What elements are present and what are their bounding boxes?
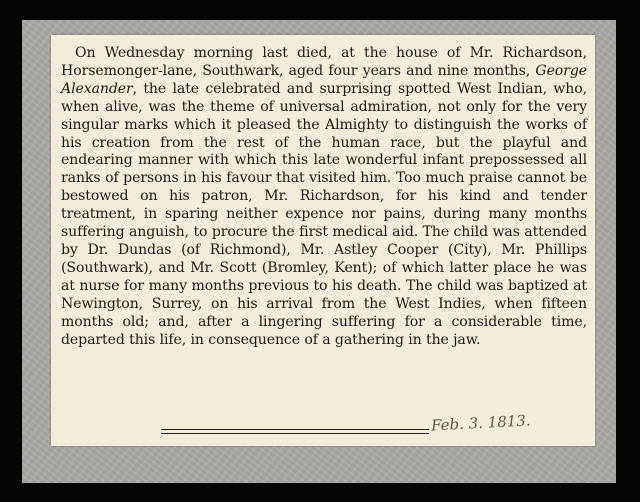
article-body: , the late celebrated and surprising spotted West Indian, who, when alive, was the theme of universal admiration, not only for the very singular marks which it pleased the Almighty to distinguish the works of his creation from the rest of the human race, but the playful and endearing manner with which this late wonderful infant prepossessed all ranks of persons in his favour that visited him. Too much praise cannot be bestowed on his patron, Mr. Richardson, for his kind and tender treatment, in sparing neither expence nor pains, during many months suffering anguish, to procure the first medical aid. The child was attended by Dr. Dundas (of Richmond), Mr. Astley Cooper (City), Mr. Phillips (Southwark), and Mr. Scott (Bromley, Kent); of which latter place he was at nurse for many months previous to his death. The child was baptized at Newington, Surrey, on his arrival from the West Indies, when fifteen months old; and, after a lingering suffering for a considerable time, departed this life, in consequence of a gathering in the jaw. (61, 80, 587, 348)
newspaper-clipping (51, 35, 595, 446)
double-rule-divider (161, 429, 429, 434)
handwritten-date-annotation: Feb. 3. 1813. (430, 411, 532, 435)
mount-backing (22, 20, 616, 483)
obituary-text (61, 45, 587, 349)
article-name: George Alexander (61, 62, 587, 97)
article-opening: On Wednesday morning last died, at the house of Mr. Richardson, Horsemonger-lane, Southwark, aged four years and nine months, (61, 45, 587, 79)
